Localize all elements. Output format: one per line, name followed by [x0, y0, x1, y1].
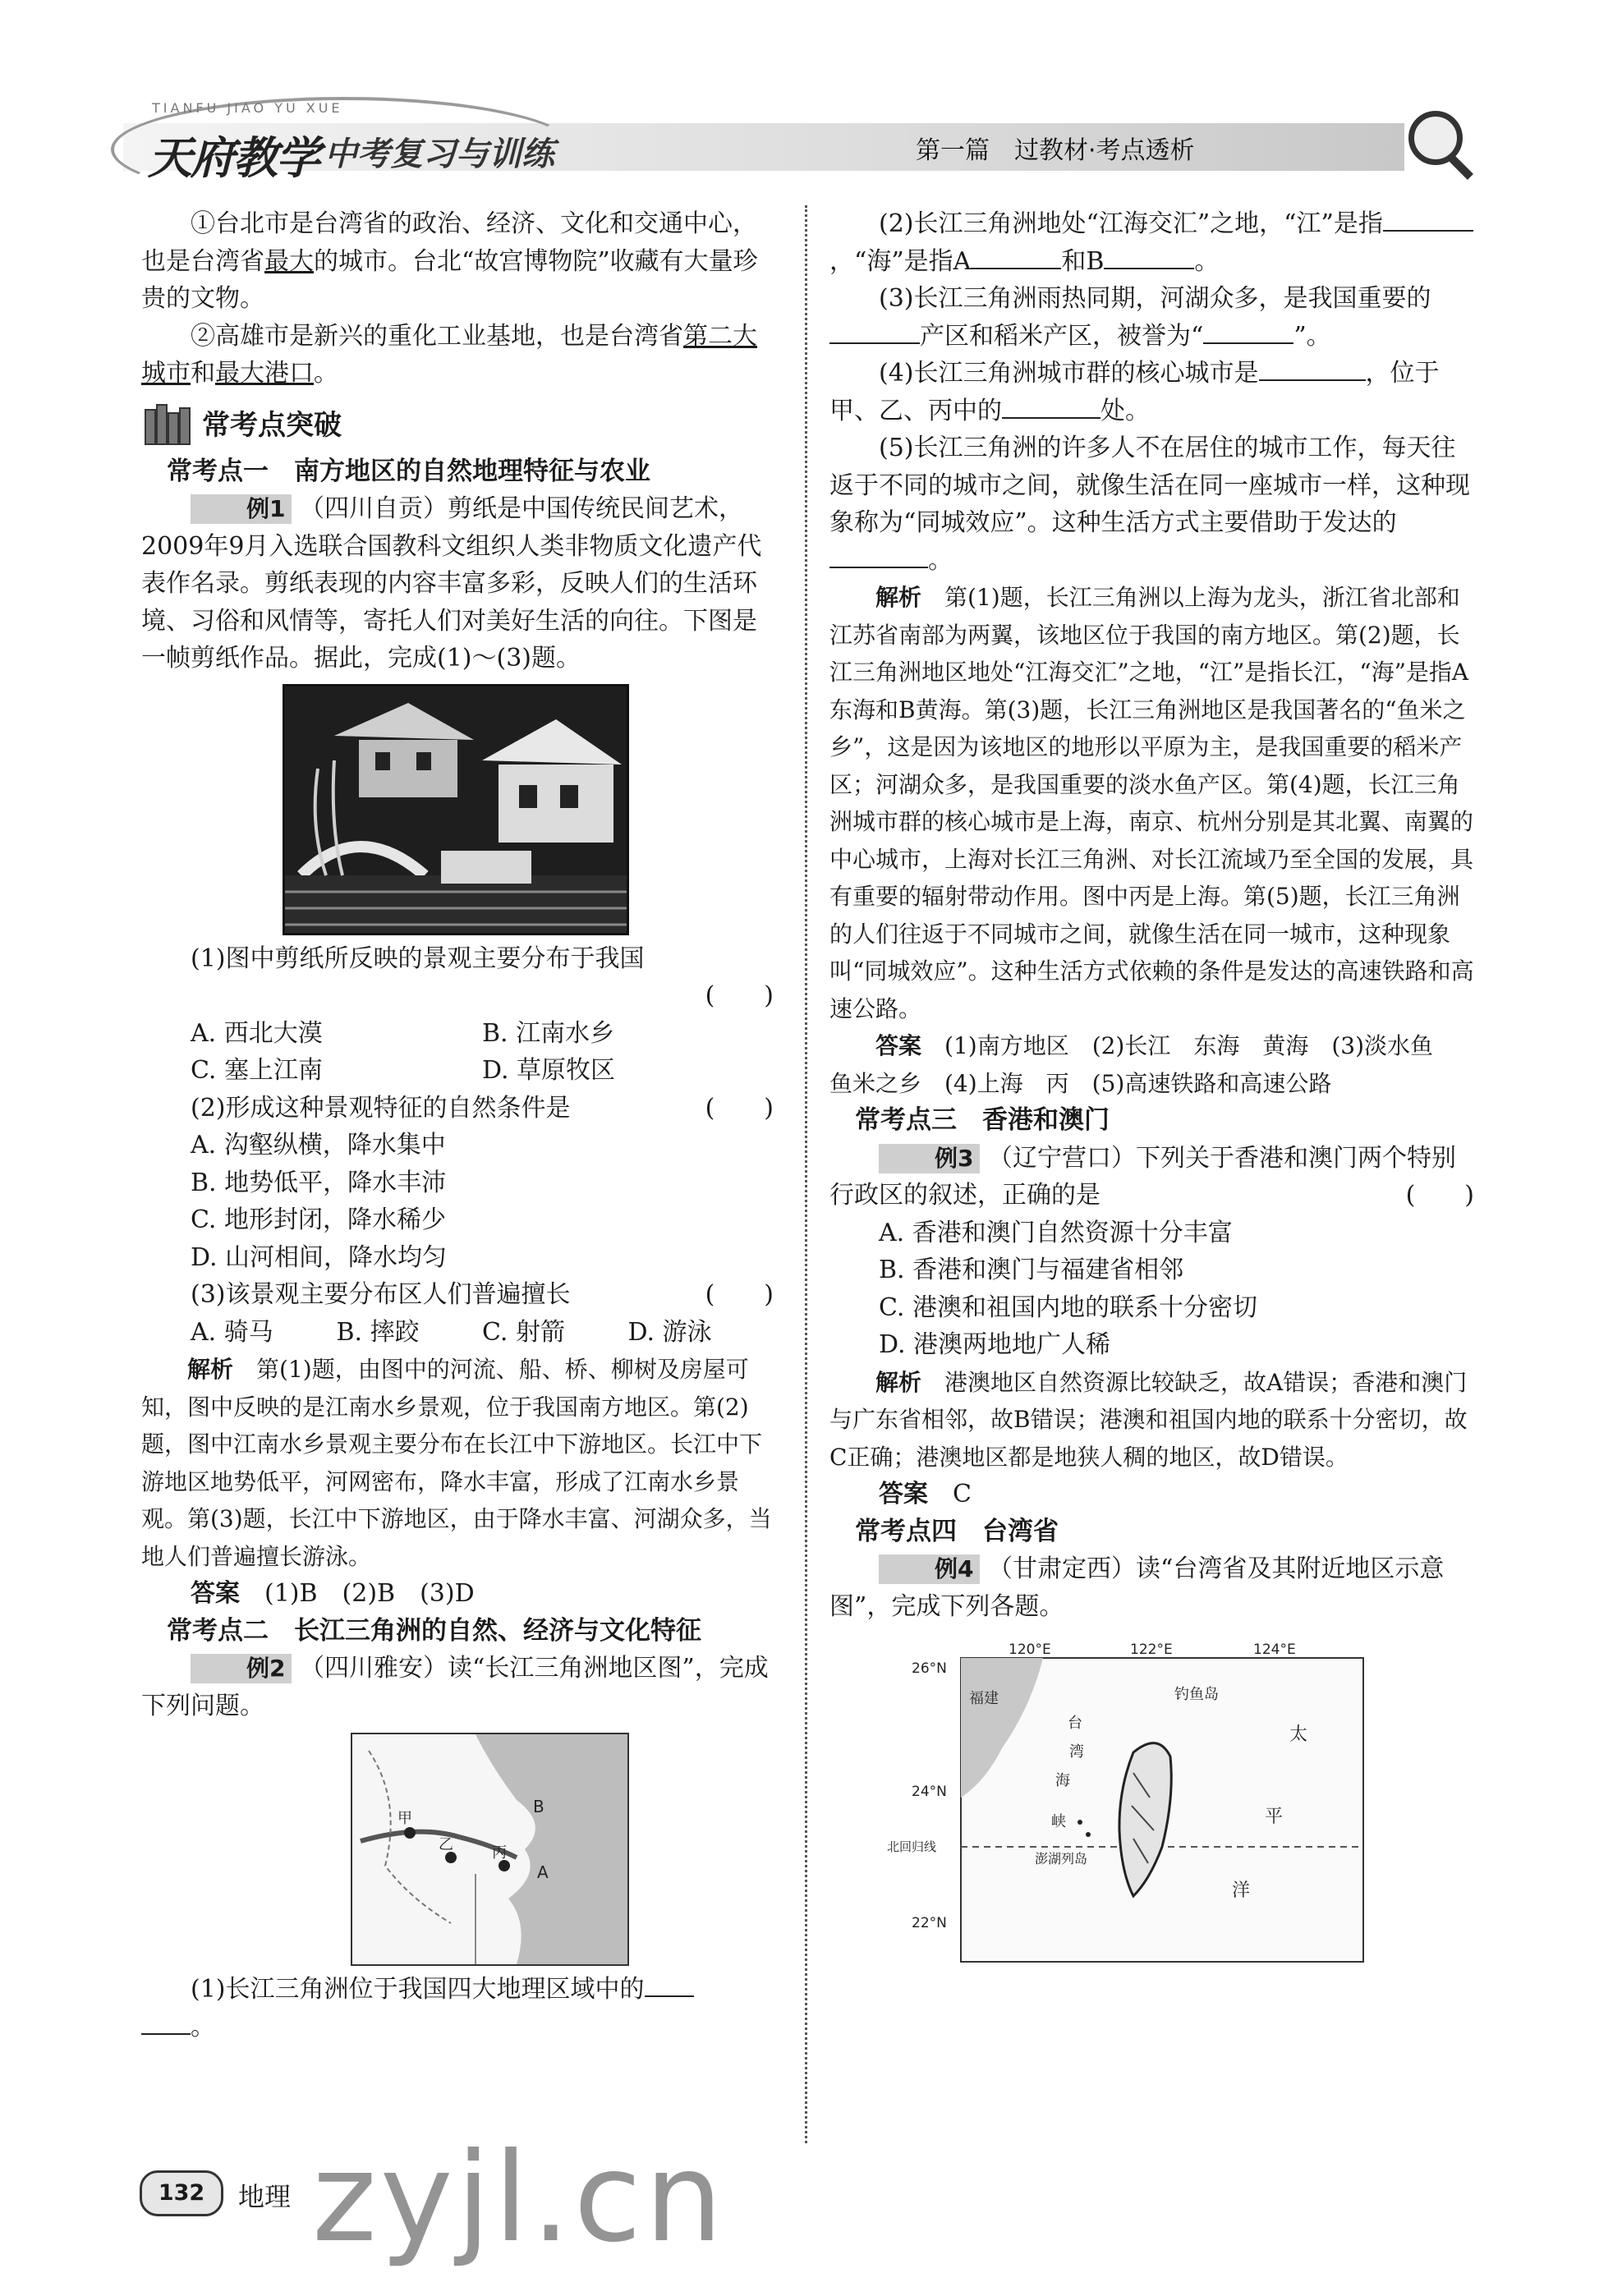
option: D. 港澳两地地广人稀	[879, 1330, 1111, 1359]
logo-pinyin: TIANFU JIAO YU XUE	[152, 100, 343, 116]
ex2-q2: (2)长江三角洲地处“江海交汇”之地，“江”是指，“海”是指A 和B 。	[829, 205, 1474, 280]
ex1-analysis: 解析 第(1)题，由图中的河流、船、桥、柳树及房屋可知，图中反映的是江南水乡景观，位于我国南方地区。第(2)题，图中江南水乡景观主要分布在长江中下游地区。长江中下游地区地势低平，河网密布，降水丰富，形成了江南水乡景观。第(3)题，长江中下游地区，由于降水丰富、河湖众多，当地人们普遍擅长游泳。	[141, 1356, 772, 1570]
map-label-strait-2: 湾	[1069, 1743, 1084, 1761]
ex1-q2: (2)形成这种景观特征的自然条件是 ( )	[191, 1093, 774, 1123]
map-label-jia: 甲	[397, 1810, 412, 1827]
map-label-strait-1: 台	[1068, 1715, 1082, 1732]
ex1-q1: (1)图中剪纸所反映的景观主要分布于我国	[191, 944, 645, 973]
map-label-fujian: 福建	[969, 1690, 999, 1707]
ex1-answer: 答案 (1)B (2)B (3)D	[191, 1579, 475, 1608]
yangtze-map-slot	[141, 1724, 774, 1971]
ex3-analysis: 解析 港澳地区自然资源比较缺乏，故A错误；香港和澳门与广东省相邻，故B错误；港澳和祖国内地的联系十分密切，故C正确；港澳地区都是地狭人稠的地区，故D错误。	[829, 1368, 1468, 1471]
ex1-q2-options	[141, 1127, 774, 1276]
option: D. 游泳	[627, 1317, 712, 1347]
logo-subtitle: 中考复习与训练	[324, 135, 554, 173]
point4-title: 常考点四 台湾省	[855, 1516, 1059, 1546]
ex2-q3: (3)长江三角洲雨热同期，河湖众多，是我国重要的产区和稻米产区，被誉为“ ”。	[829, 280, 1474, 355]
ex1-q3: (3)该景观主要分布区人们普遍擅长 ( )	[191, 1280, 774, 1309]
map-label-tai: 太	[1289, 1724, 1308, 1745]
ex1-q1-options	[141, 1015, 774, 1090]
right-column	[829, 205, 1474, 1970]
map-lon-124: 124°E	[1253, 1642, 1296, 1658]
section-title: 第一篇 过教材·考点透析	[916, 136, 1195, 165]
ex2-q4: (4)长江三角洲城市群的核心城市是 ，位于甲、乙、丙中的 处。	[829, 359, 1440, 425]
option: A. 沟壑纵横，降水集中	[191, 1131, 446, 1159]
column-divider	[805, 205, 807, 2143]
example3-tag: 例3	[879, 1144, 980, 1173]
option: B. 香港和澳门与福建省相邻	[879, 1256, 1184, 1284]
intro-paragraph-2: ②高雄市是新兴的重化工业基地，也是台湾省第二大城市和最大港口。	[141, 321, 757, 388]
option: B. 江南水乡	[482, 1018, 615, 1048]
papercut-figure-slot	[141, 677, 774, 940]
subject-label: 地理	[238, 2181, 292, 2212]
section-heading: 常考点突破	[141, 407, 774, 445]
map-label-yang: 洋	[1232, 1880, 1251, 1901]
books-icon	[141, 407, 191, 445]
option: D. 山河相间，降水均匀	[191, 1242, 448, 1272]
map-label-strait-4: 峡	[1051, 1813, 1066, 1830]
option: C. 塞上江南	[191, 1056, 323, 1085]
option: C. 港澳和祖国内地的联系十分密切	[879, 1293, 1257, 1322]
example2-stem: 例2 （四川雅安）读“长江三角洲地区图”，完成下列问题。	[141, 1654, 769, 1720]
map-lon-122: 122°E	[1130, 1642, 1173, 1658]
map-label-ping: 平	[1265, 1807, 1284, 1827]
map-label-b: B	[533, 1797, 544, 1816]
point3-title: 常考点三 香港和澳门	[855, 1105, 1110, 1135]
map-label-tropic: 北回归线	[887, 1839, 937, 1854]
example2-tag: 例2	[191, 1654, 292, 1683]
ex2-q1: (1)长江三角洲位于我国四大地理区域中的	[141, 1971, 774, 2009]
map-label-diaoyu: 钓鱼岛	[1174, 1686, 1219, 1703]
ex2-q5: (5)长江三角洲的许多人不在居住的城市工作，每天往返于不同的城市之间，就像生活在同一座城市一样，这种现象称为“同城效应”。这种生活方式主要借助于发达的。	[829, 434, 1470, 575]
taiwan-map-slot	[829, 1625, 1474, 1970]
example4-stem: 例4 （甘肃定西）读“台湾省及其附近地区示意图”，完成下列各题。	[829, 1554, 1445, 1621]
map-lat-22: 22°N	[912, 1915, 947, 1931]
option: C. 射箭	[482, 1317, 565, 1347]
magnifier-handle	[1446, 153, 1473, 180]
ex2-q1-cont: 。	[141, 2009, 774, 2046]
ex2-analysis: 解析 第(1)题，长江三角洲以上海为龙头，浙江省北部和江苏省南部为两翼，该地区位于我国的南方地区。第(2)题，长江三角洲地区地处“江海交汇”之地，“江”是指长江，“海”是指A东海和B黄海。第(3)题，长江三角洲地区是我国著名的“鱼米之乡”，这是因为该地区的地形以平原为主，是我国重要的稻米产区；河湖众多，是我国重要的淡水鱼产区。第(4)题，长江三角洲城市群的核心城市是上海，南京、杭州分别是其北翼、南翼的中心城市，上海对长江三角洲、对长江流域乃至全国的发展，具有重要的辐射带动作用。图中丙是上海。第(5)题，长江三角洲的人们往返于不同城市之间，就像生活在同一城市，这种现象叫“同城效应”。这种生活方式依赖的条件是发达的高速铁路和高速公路。	[829, 584, 1474, 1022]
option: B. 地势低平，降水丰沛	[191, 1168, 447, 1197]
option: D. 草原牧区	[482, 1056, 616, 1085]
intro-paragraph-1: ①台北市是台湾省的政治、经济、文化和交通中心，也是台湾省最大的城市。台北“故宫博物院”收藏有大量珍贵的文物。	[141, 209, 758, 313]
page-number: 132	[140, 2170, 223, 2216]
option: C. 地形封闭，降水稀少	[191, 1205, 446, 1234]
map-label-bing: 丙	[492, 1844, 507, 1862]
map-label-penghu: 澎湖列岛	[1035, 1851, 1088, 1867]
map-label-a: A	[537, 1862, 549, 1882]
ex2-answer: 答案 (1)南方地区 (2)长江 东海 黄海 (3)淡水鱼 鱼米之乡 (4)上海 丙 (5)高速铁路和高速公路	[829, 1032, 1457, 1097]
option: A. 西北大漠	[191, 1018, 323, 1048]
option: A. 香港和澳门自然资源十分丰富	[879, 1218, 1233, 1247]
map-label-yi: 乙	[439, 1836, 453, 1853]
point1-title: 常考点一 南方地区的自然地理特征与农业	[167, 456, 650, 486]
logo-title: 天府教学	[148, 132, 319, 184]
watermark: zyjl.cn	[312, 2127, 727, 2270]
yangtze-delta-map	[351, 1733, 629, 1966]
map-label-strait-3: 海	[1055, 1772, 1070, 1789]
ex3-options	[829, 1215, 1474, 1364]
option: A. 骑马	[191, 1317, 273, 1347]
example3-stem: 例3 （辽宁营口）下列关于香港和澳门两个特别行政区的叙述，正确的是 ( )	[829, 1143, 1474, 1210]
option: B. 摔跤	[336, 1317, 420, 1347]
map-lat-24: 24°N	[912, 1784, 947, 1800]
example4-tag: 例4	[879, 1554, 980, 1584]
ex3-answer: 答案 C	[879, 1480, 972, 1508]
taiwan-map	[887, 1633, 1380, 1966]
left-column	[141, 205, 774, 2046]
ex1-q1-paren: ( )	[705, 981, 774, 1010]
example1-stem: 例1 （四川自贡）剪纸是中国传统民间艺术，2009年9月入选联合国教科文组织人类非物质文化遗产代表作名录。剪纸表现的内容丰富多彩，反映人们的生活环境、习俗和风情等，寄托人们对美好生活的向往。下图是一帧剪纸作品。据此，完成(1)～(3)题。	[141, 494, 762, 673]
map-lat-26: 26°N	[912, 1660, 947, 1677]
point2-title: 常考点二 长江三角洲的自然、经济与文化特征	[167, 1615, 701, 1646]
papercut-image	[283, 684, 629, 935]
ex1-q3-options	[141, 1314, 774, 1352]
example1-tag: 例1	[191, 494, 292, 524]
map-lon-120: 120°E	[1009, 1642, 1051, 1658]
